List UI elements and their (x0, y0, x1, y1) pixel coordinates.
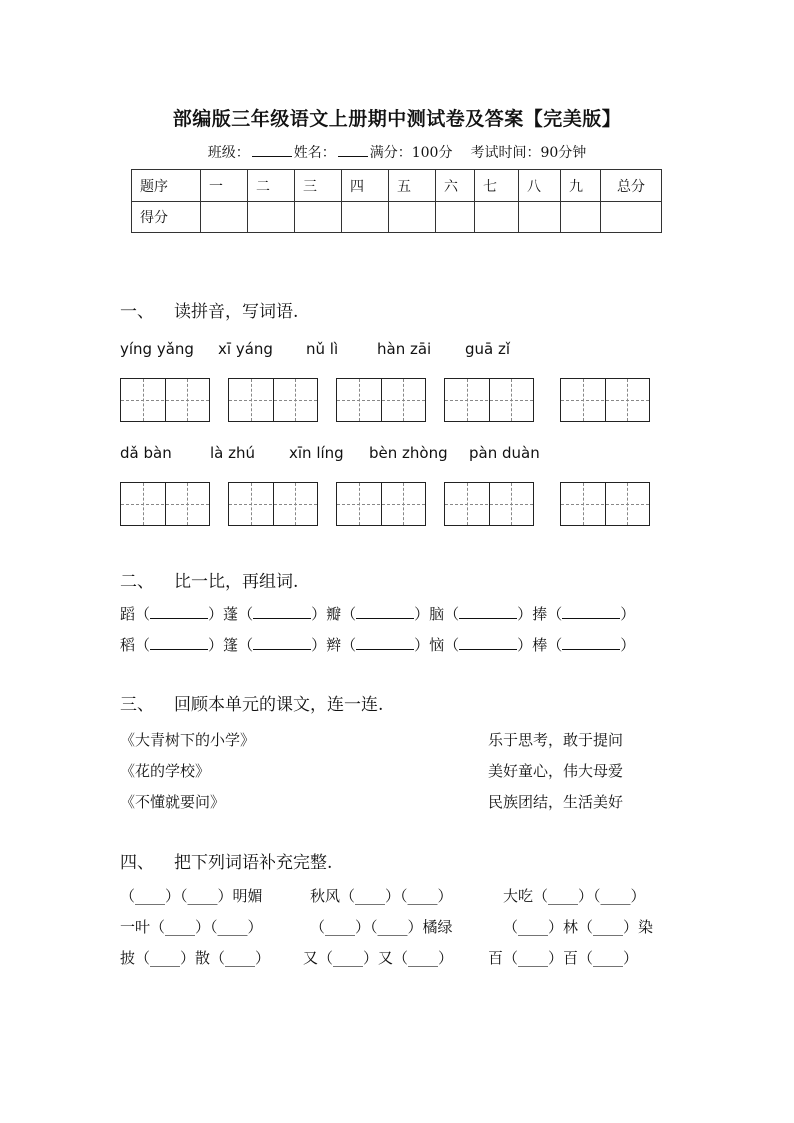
answer-blank[interactable] (562, 635, 620, 650)
idiom-item[interactable]: 大吃（____）（____） (503, 887, 646, 905)
idiom-item[interactable]: 一叶（____）（____） (120, 918, 263, 936)
compare-row-1: 蹈（ ）蓬（ ）瓣（ ）脑（ ）捧（ ） (120, 605, 636, 623)
lesson-title[interactable]: 《大青树下的小学》 (120, 731, 256, 749)
pinyin: xīn líng (289, 444, 344, 462)
pinyin: dǎ bàn (120, 444, 172, 462)
lesson-theme[interactable]: 民族团结，生活美好 (488, 793, 624, 811)
compare-char: 恼 (429, 636, 445, 654)
section-title: 把下列词语补充完整. (174, 853, 333, 873)
score-header-cell: 五 (389, 170, 436, 202)
compare-char: 辫 (326, 636, 342, 654)
score-cell[interactable] (436, 202, 475, 233)
score-cell[interactable] (342, 202, 389, 233)
full-score: 满分：100分 (369, 145, 453, 161)
answer-blank[interactable] (356, 604, 414, 619)
score-header-cell: 总分 (601, 170, 662, 202)
compare-char: 蓬 (223, 605, 239, 623)
score-table (131, 169, 662, 233)
pinyin: guā zǐ (465, 340, 511, 358)
writing-box[interactable] (228, 378, 318, 422)
score-cell[interactable] (601, 202, 662, 233)
section-1-heading (120, 297, 298, 322)
writing-box[interactable] (336, 482, 426, 526)
pinyin: bèn zhòng (369, 444, 448, 462)
writing-box[interactable] (336, 378, 426, 422)
writing-box[interactable] (560, 482, 650, 526)
score-header-cell: 三 (295, 170, 342, 202)
writing-box[interactable] (444, 482, 534, 526)
answer-blank[interactable] (459, 635, 517, 650)
answer-blank[interactable] (253, 635, 311, 650)
answer-blank[interactable] (150, 604, 208, 619)
answer-blank[interactable] (562, 604, 620, 619)
lesson-theme[interactable]: 乐于思考，敢于提问 (488, 731, 624, 749)
score-cell[interactable] (248, 202, 295, 233)
compare-char: 篷 (223, 636, 239, 654)
score-cell[interactable] (475, 202, 519, 233)
section-number: 三、 (120, 695, 154, 715)
student-info-line (0, 142, 794, 162)
score-header-row (132, 170, 662, 202)
score-cell[interactable] (389, 202, 436, 233)
section-title: 读拼音，写词语. (174, 302, 299, 322)
compare-row-2: 稻（ ）篷（ ）辫（ ）恼（ ）棒（ ） (120, 636, 636, 654)
score-header-cell: 九 (561, 170, 601, 202)
score-header-cell: 一 (201, 170, 248, 202)
score-header-cell: 四 (342, 170, 389, 202)
idiom-item[interactable]: （____）（____）橘绿 (310, 918, 453, 936)
pinyin: nǔ lì (306, 340, 339, 358)
class-label: 班级： (207, 145, 250, 161)
pinyin: là zhú (210, 444, 256, 462)
section-number: 二、 (120, 572, 154, 592)
score-cell[interactable] (519, 202, 561, 233)
section-title: 比一比，再组词. (174, 572, 299, 592)
writing-box[interactable] (120, 378, 210, 422)
page-title: 部编版三年级语文上册期中测试卷及答案【完美版】 (172, 108, 622, 130)
idiom-item[interactable]: （____）林（____）染 (503, 918, 654, 936)
writing-box[interactable] (560, 378, 650, 422)
section-number: 一、 (120, 302, 154, 322)
section-4-heading (120, 848, 332, 873)
score-row-label: 得分 (132, 202, 201, 233)
compare-char: 脑 (429, 605, 445, 623)
writing-box[interactable] (120, 482, 210, 526)
name-blank (338, 142, 368, 157)
score-header-cell: 六 (436, 170, 475, 202)
score-header-cell: 二 (248, 170, 295, 202)
compare-char: 棒 (532, 636, 548, 654)
idiom-item[interactable]: 秋风（____）（____） (310, 887, 453, 905)
lesson-title[interactable]: 《不懂就要问》 (120, 793, 226, 811)
compare-char: 捧 (532, 605, 548, 623)
exam-time: 考试时间：90分钟 (470, 145, 587, 161)
idiom-item[interactable]: 又（____）又（____） (303, 949, 454, 967)
answer-blank[interactable] (356, 635, 414, 650)
score-cell[interactable] (201, 202, 248, 233)
answer-blank[interactable] (150, 635, 208, 650)
answer-blank[interactable] (253, 604, 311, 619)
lesson-theme[interactable]: 美好童心，伟大母爱 (488, 762, 624, 780)
compare-char: 稻 (120, 636, 136, 654)
lesson-title[interactable]: 《花的学校》 (120, 762, 211, 780)
idiom-item[interactable]: 百（____）百（____） (488, 949, 639, 967)
score-header-cell: 七 (475, 170, 519, 202)
score-row (132, 202, 662, 233)
pinyin: yíng yǎng (120, 340, 194, 358)
compare-char: 蹈 (120, 605, 136, 623)
section-title: 回顾本单元的课文，连一连. (174, 695, 384, 715)
score-cell[interactable] (295, 202, 342, 233)
writing-box[interactable] (228, 482, 318, 526)
section-number: 四、 (120, 853, 154, 873)
score-header-cell: 八 (519, 170, 561, 202)
idiom-item[interactable]: 披（____）散（____） (120, 949, 271, 967)
pinyin: pàn duàn (469, 444, 540, 462)
writing-box[interactable] (444, 378, 534, 422)
section-3-heading (120, 690, 383, 715)
section-2-heading (120, 567, 298, 592)
idiom-item[interactable]: （____）（____）明媚 (120, 887, 263, 905)
name-label: 姓名： (293, 145, 336, 161)
score-header-cell: 题序 (132, 170, 201, 202)
class-blank (252, 142, 292, 157)
answer-blank[interactable] (459, 604, 517, 619)
pinyin: hàn zāi (377, 340, 432, 358)
compare-char: 瓣 (326, 605, 342, 623)
score-cell[interactable] (561, 202, 601, 233)
pinyin: xī yáng (218, 340, 273, 358)
